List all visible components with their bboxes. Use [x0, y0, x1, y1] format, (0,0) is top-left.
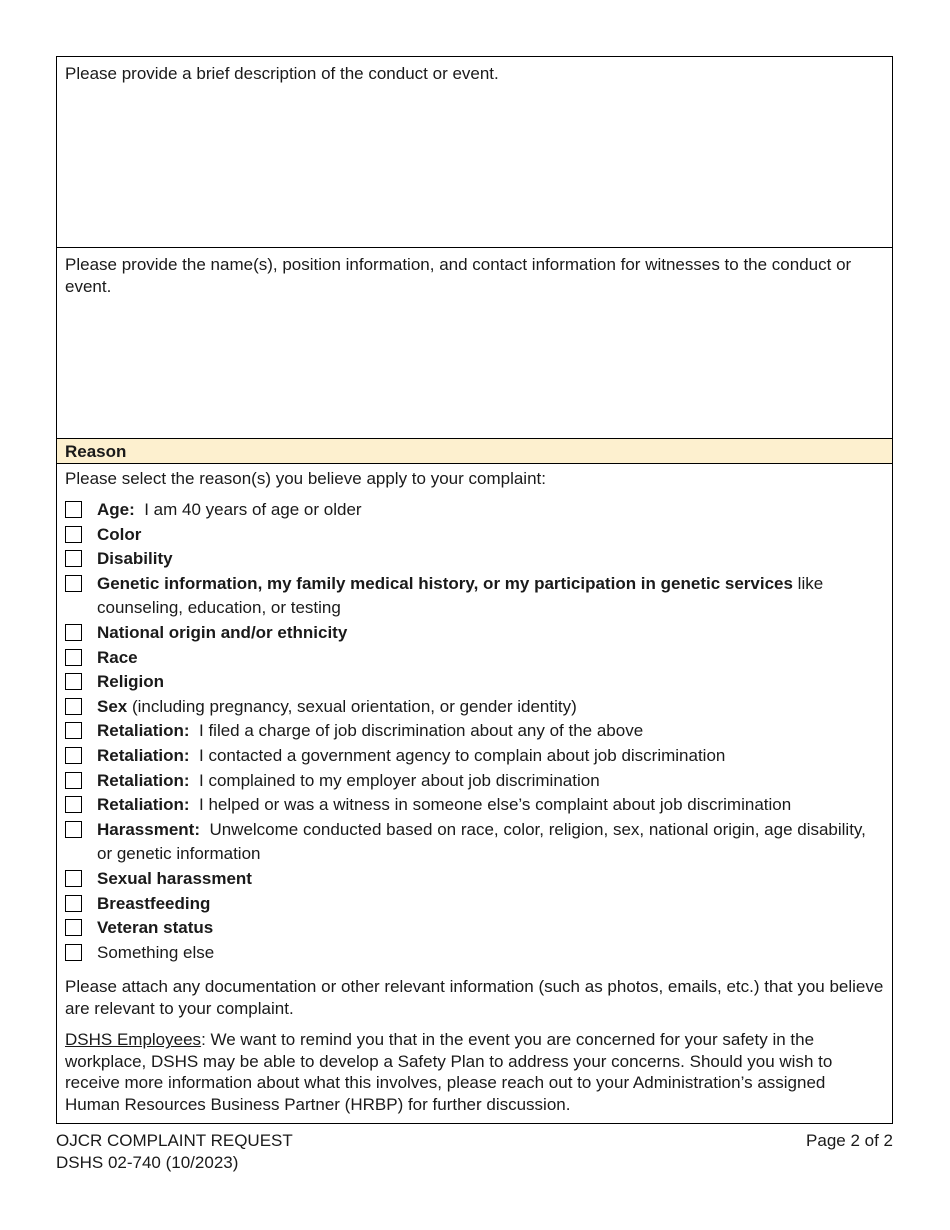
complaint-form — [56, 56, 893, 1124]
witness-field[interactable] — [57, 248, 892, 439]
reason-option-label — [97, 892, 884, 917]
reason-option-bold: Retaliation: — [97, 721, 190, 741]
reason-option-label — [97, 793, 884, 818]
footer-left — [56, 1130, 293, 1174]
reason-option-label — [97, 818, 884, 867]
reason-checkbox[interactable] — [65, 944, 82, 961]
page-number: Page 2 of 2 — [806, 1131, 893, 1150]
reason-option-bold: Breastfeeding — [97, 893, 211, 913]
description-prompt: Please provide a brief description of the conduct or event. — [65, 64, 499, 83]
reason-option-bold: Veteran status — [97, 918, 214, 938]
reason-option-label — [97, 719, 884, 744]
reason-option-label — [97, 670, 884, 695]
reason-option-label — [97, 523, 884, 548]
reason-checkbox[interactable] — [65, 821, 82, 838]
reason-checkbox[interactable] — [65, 698, 82, 715]
reason-option-bold: Genetic information, my family medical history, or my participation in genetic services — [97, 573, 793, 593]
reason-section — [57, 464, 892, 1123]
reason-option-bold: Retaliation: — [97, 795, 190, 815]
reason-option-detail: Unwelcome conducted based on race, color, religion, sex, national origin, age disability, or genetic information — [97, 819, 871, 864]
reason-checkbox[interactable] — [65, 649, 82, 666]
reason-option[interactable] — [65, 523, 884, 548]
reason-checkbox[interactable] — [65, 722, 82, 739]
reason-option[interactable] — [65, 867, 884, 892]
reason-option-detail: Something else — [97, 942, 215, 962]
reason-option[interactable] — [65, 547, 884, 572]
reason-option-label — [97, 547, 884, 572]
reason-option-detail: (including pregnancy, sexual orientation, or gender identity) — [127, 696, 577, 716]
reason-checkbox[interactable] — [65, 772, 82, 789]
reason-option-bold: Color — [97, 524, 142, 544]
reason-option-detail: I filed a charge of job discrimination about any of the above — [189, 721, 644, 741]
reason-checkbox[interactable] — [65, 895, 82, 912]
reason-intro: Please select the reason(s) you believe apply to your complaint: — [65, 469, 546, 488]
reason-option-label — [97, 744, 884, 769]
employees-note — [65, 1029, 884, 1115]
reason-option[interactable] — [65, 793, 884, 818]
reason-checkbox[interactable] — [65, 919, 82, 936]
reason-checkbox[interactable] — [65, 526, 82, 543]
reason-option-bold: Retaliation: — [97, 745, 190, 765]
reason-option-bold: Retaliation: — [97, 770, 190, 790]
reason-option-bold: Sex — [97, 696, 128, 716]
reason-option-bold: Harassment: — [97, 819, 200, 839]
reason-checkbox[interactable] — [65, 747, 82, 764]
reason-option-label — [97, 621, 884, 646]
reason-checkbox[interactable] — [65, 673, 82, 690]
employees-note-text: : We want to remind you that in the event you are concerned for your safety in the workplace, DSHS may be able to develop a Safety Plan to address your concerns. Should you wish to receive more information about what this involves, please reach out to your Administration’s assigned Human Resources Business Partner (HRBP) for further discussion. — [65, 1030, 833, 1114]
reason-option[interactable] — [65, 498, 884, 523]
reason-option-label — [97, 867, 884, 892]
reason-option[interactable] — [65, 646, 884, 671]
reason-checkbox[interactable] — [65, 501, 82, 518]
reason-option-detail: I am 40 years of age or older — [134, 500, 362, 519]
reason-checkbox[interactable] — [65, 796, 82, 813]
reason-option-detail: I helped or was a witness in someone else’s complaint about job discrimination — [189, 795, 792, 815]
reason-option[interactable] — [65, 941, 884, 966]
reason-option-label — [97, 695, 884, 720]
reason-option-label — [97, 572, 884, 621]
reason-option-label — [97, 916, 884, 941]
reason-section-header: Reason — [57, 439, 892, 464]
attach-note: Please attach any documentation or other relevant information (such as photos, emails, etc.) that you believe are relevant to your complaint. — [65, 977, 884, 1018]
reason-option-detail: I contacted a government agency to complain about job discrimination — [189, 745, 726, 765]
witness-prompt: Please provide the name(s), position information, and contact information for witnesses to the conduct or event. — [65, 255, 852, 296]
reason-option[interactable] — [65, 695, 884, 720]
reason-option[interactable] — [65, 916, 884, 941]
reason-option-detail: like counseling, education, or testing — [97, 573, 828, 618]
reason-option[interactable] — [65, 621, 884, 646]
employees-label: DSHS Employees — [65, 1030, 202, 1050]
reason-checkbox[interactable] — [65, 550, 82, 567]
reason-checkbox[interactable] — [65, 575, 82, 592]
reason-checkbox[interactable] — [65, 870, 82, 887]
reason-option-detail: I complained to my employer about job discrimination — [189, 770, 600, 790]
reason-option[interactable] — [65, 892, 884, 917]
form-number: DSHS 02-740 (10/2023) — [56, 1153, 239, 1172]
reason-option-bold: Age: — [97, 500, 135, 519]
reason-option[interactable] — [65, 719, 884, 744]
reason-option-bold: National origin and/or ethnicity — [97, 622, 348, 642]
reason-option-label — [97, 941, 884, 966]
form-title: OJCR COMPLAINT REQUEST — [56, 1131, 293, 1150]
reason-options — [65, 498, 884, 965]
reason-option-label — [97, 646, 884, 671]
reason-checkbox[interactable] — [65, 624, 82, 641]
reason-option-label — [97, 769, 884, 794]
reason-option[interactable] — [65, 572, 884, 621]
reason-option-bold: Sexual harassment — [97, 868, 252, 888]
reason-option-label — [97, 498, 884, 523]
reason-option[interactable] — [65, 818, 884, 867]
reason-option-bold: Race — [97, 647, 138, 667]
reason-option[interactable] — [65, 769, 884, 794]
reason-option-bold: Religion — [97, 672, 165, 692]
description-field[interactable] — [57, 57, 892, 248]
reason-option[interactable] — [65, 744, 884, 769]
reason-option[interactable] — [65, 670, 884, 695]
reason-option-bold: Disability — [97, 549, 173, 569]
